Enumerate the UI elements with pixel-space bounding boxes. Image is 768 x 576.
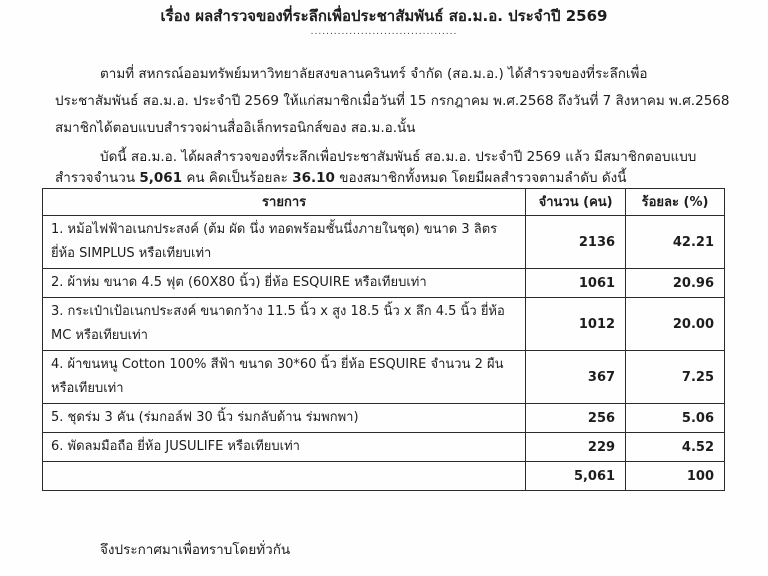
item-cell	[43, 269, 526, 298]
table-row	[43, 269, 725, 298]
item-cell	[43, 351, 526, 404]
percent-cell: 42.21	[626, 216, 725, 269]
item-text: 3. กระเป๋าเป้อเนกประสงค์ ขนาดกว้าง 11.5 นิ้ว x สูง 18.5 นิ้ว x ลึก 4.5 นิ้ว ยี่ห้อ	[51, 304, 505, 319]
closing-statement: จึงประกาศมาเพื่อทราบโดยทั่วกัน	[100, 542, 291, 558]
table-total-row	[43, 462, 725, 491]
item-text: 6. พัดลมมือถือ ยี่ห้อ JUSULIFE หรือเทียบเท่า	[51, 439, 300, 454]
count-cell: 1061	[526, 269, 626, 298]
survey-results-table	[42, 188, 725, 491]
paragraph2-text: ของสมาชิกทั้งหมด โดยมีผลสำรวจตามลำดับ ดังนี้	[334, 170, 627, 186]
item-text: หรือเทียบเท่า	[51, 381, 124, 396]
item-cell	[43, 298, 526, 351]
item-text: 2. ผ้าห่ม ขนาด 4.5 ฟุต (60X80 นิ้ว) ยี่ห้อ ESQUIRE หรือเทียบเท่า	[51, 275, 427, 290]
total-label-cell	[43, 462, 526, 491]
table-row	[43, 433, 725, 462]
paragraph2-line2	[55, 166, 626, 188]
count-cell: 367	[526, 351, 626, 404]
table-header-row	[43, 189, 725, 216]
header-item: รายการ	[43, 189, 526, 216]
item-text: 1. หม้อไฟฟ้าอเนกประสงค์ (ต้ม ผัด นึ่ง ทอดพร้อมชั้นนึ่งภายในชุด) ขนาด 3 ลิตร	[51, 222, 498, 237]
dotted-separator: ......................................	[310, 27, 458, 37]
item-cell	[43, 216, 526, 269]
count-cell: 2136	[526, 216, 626, 269]
document-subject: เรื่อง ผลสำรวจของที่ระลึกเพื่อประชาสัมพันธ์ สอ.ม.อ. ประจำปี 2569	[160, 7, 608, 25]
table-row	[43, 351, 725, 404]
paragraph2-text: สำรวจจำนวน	[55, 170, 140, 186]
total-percent-cell: 100	[626, 462, 725, 491]
percent-cell: 7.25	[626, 351, 725, 404]
item-cell	[43, 433, 526, 462]
table-row	[43, 216, 725, 269]
item-text: 4. ผ้าขนหนู Cotton 100% สีฟ้า ขนาด 30*60 นิ้ว ยี่ห้อ ESQUIRE จำนวน 2 ผืน	[51, 357, 504, 372]
percent-cell: 5.06	[626, 404, 725, 433]
paragraph1-line2: ประชาสัมพันธ์ สอ.ม.อ. ประจำปี 2569 ให้แก่สมาชิกเมื่อวันที่ 15 กรกฎาคม พ.ศ.2568 ถึงวันที่ 7 สิงหาคม พ.ศ.2568	[55, 93, 730, 109]
table-row	[43, 298, 725, 351]
item-cell	[43, 404, 526, 433]
item-text: ยี่ห้อ SIMPLUS หรือเทียบเท่า	[51, 246, 212, 261]
header-count: จำนวน (คน)	[526, 189, 626, 216]
percent-cell: 4.52	[626, 433, 725, 462]
paragraph2-text: คน คิดเป็นร้อยละ	[182, 170, 293, 186]
paragraph1-line3: สมาชิกได้ตอบแบบสำรวจผ่านสื่ออิเล็กทรอนิกส์ของ สอ.ม.อ.นั้น	[55, 120, 416, 136]
percent-cell: 20.00	[626, 298, 725, 351]
count-cell: 1012	[526, 298, 626, 351]
respondent-count: 5,061	[139, 170, 183, 186]
total-count-cell: 5,061	[526, 462, 626, 491]
table-row	[43, 404, 725, 433]
percent-cell: 20.96	[626, 269, 725, 298]
count-cell: 256	[526, 404, 626, 433]
item-text: MC หรือเทียบเท่า	[51, 328, 148, 343]
respondent-percent: 36.10	[292, 170, 335, 186]
count-cell: 229	[526, 433, 626, 462]
paragraph2-line1: บัดนี้ สอ.ม.อ. ได้ผลสำรวจของที่ระลึกเพื่อประชาสัมพันธ์ สอ.ม.อ. ประจำปี 2569 แล้ว มีสมาชิกตอบแบบ	[100, 149, 697, 165]
item-text: 5. ชุดร่ม 3 คัน (ร่มกอล์ฟ 30 นิ้ว ร่มกลับด้าน ร่มพกพา)	[51, 410, 359, 425]
header-percent: ร้อยละ (%)	[626, 189, 725, 216]
paragraph1-line1: ตามที่ สหกรณ์ออมทรัพย์มหาวิทยาลัยสงขลานครินทร์ จำกัด (สอ.ม.อ.) ได้สำรวจของที่ระลึกเพื่อ	[100, 66, 648, 82]
